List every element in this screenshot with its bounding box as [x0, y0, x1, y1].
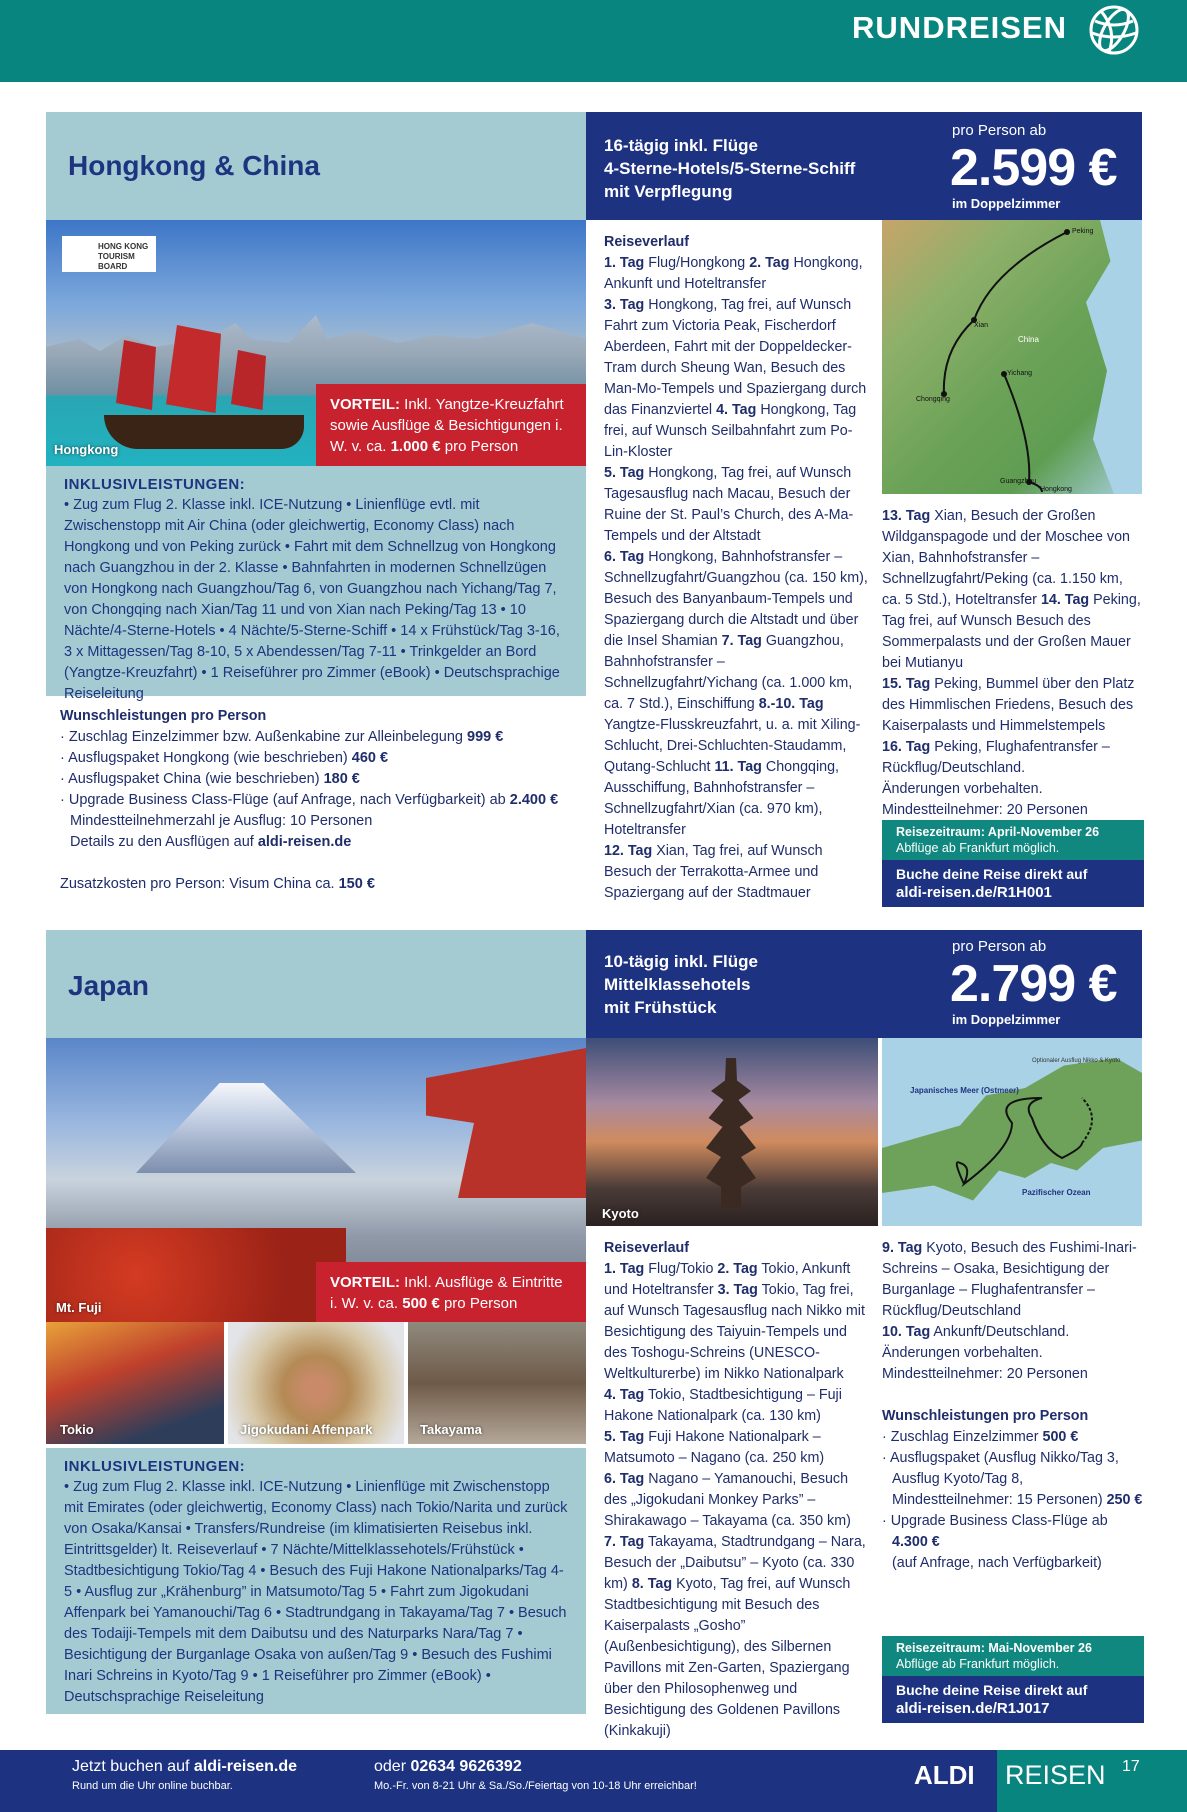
itinerary-day: 5. Tag Fuji Hakone Nationalpark – Matsumoto – Nagano (ca. 250 km) — [604, 1429, 825, 1466]
trip-title: Japan — [68, 970, 149, 1001]
pagoda-shape — [426, 1048, 586, 1198]
kyoto-photo: Kyoto — [586, 1038, 878, 1226]
itinerary-day: 1. Tag Flug/Hongkong — [604, 255, 746, 271]
takayama-photo: Takayama — [408, 1322, 586, 1444]
aldi-logo-text: ALDI — [914, 1760, 975, 1790]
itinerary-day: 10. Tag Ankunft/Deutschland. — [882, 1324, 1070, 1340]
trip-features: 16-tägig inkl. Flüge 4-Sterne-Hotels/5-Sterne-Schiff mit Verpflegung — [604, 136, 856, 201]
price-prefix: pro Person ab — [952, 938, 1047, 955]
itinerary-day: 3. Tag Hongkong, Tag frei, auf Wunsch Fahrt zum Victoria Peak, Fischerdorf Aberdeen, Fahrt mit der Doppeldecker-Tram durch Sheung Wan, Besuch des Man-Mo-Tempels und Spaziergang durch das Finanzviertel — [604, 297, 867, 418]
itinerary-day: 8.-10. Tag Yangtze-Flusskreuzfahrt, u. a. mit Xiling-Schlucht, Drei-Schluchten-Staudamm, Qutang-Schlucht — [604, 696, 861, 775]
route-line — [882, 220, 1142, 494]
aldi-reisen-link[interactable]: aldi-reisen.de — [257, 834, 352, 850]
extra-item: · Ausflugspaket Hongkong (wie beschrieben) 460 € — [60, 750, 389, 766]
itinerary-day: 6. Tag Nagano – Yamanouchi, Besuch des „Jigokudani Monkey Parks” – Shirakawago – Takayama (ca. 350 km) — [604, 1471, 851, 1529]
reisen-logo-text: REISEN — [1005, 1760, 1106, 1790]
inclusive-services — [46, 1448, 586, 1714]
price-suffix: im Doppelzimmer — [952, 196, 1061, 211]
footer-website-link[interactable]: aldi-reisen.de — [193, 1758, 298, 1775]
itinerary-day: 11. Tag Chongqing, Ausschiffung, Bahnhofstransfer – Schnellzugfahrt/Xian (ca. 970 km), Hoteltransfer — [604, 759, 840, 838]
inclusive-title: INKLUSIVLEISTUNGEN: — [64, 1458, 246, 1475]
optional-services: Wunschleistungen pro Person · Zuschlag Einzelzimmer bzw. Außenkabine zur Alleinbelegung 999 € · Ausflugspaket Hongkong (wie beschrieben) 460 € · Ausflugspaket China (wie beschrieben) 180 € · Upgrade Business Class-Flüge (auf Anfrage, nach Verfügbarkeit) ab 2.400 € Mindestteilnehmerzahl je Ausflug: 10 Personen Details zu den Ausflügen auf aldi-reisen.de Zusatzkosten pro Person: Visum China ca. 150 € — [60, 706, 580, 895]
itinerary-day: 7. Tag Takayama, Stadtrundgang – Nara, Besuch der „Daibutsu” – Kyoto (ca. 330 km) — [604, 1534, 866, 1592]
advantage-box: VORTEIL: Inkl. Ausflüge & Eintritte i. W. v. ca. 500 € pro Person — [316, 1262, 586, 1322]
itinerary-day: 4. Tag Hongkong, Tag frei, auf Wunsch Seilbahnfahrt zum Po-Lin-Kloster — [604, 402, 857, 460]
photo-label: Hongkong — [54, 442, 119, 457]
price-prefix: pro Person ab — [952, 122, 1047, 139]
itinerary-day: 2. Tag Tokio, Ankunft und Hoteltransfer — [604, 1261, 851, 1298]
section-header-bar — [0, 0, 1187, 82]
junk-sail — [166, 325, 221, 413]
trip-title: Hongkong & China — [68, 150, 320, 181]
china-route-map: Peking Xian China Yichang Chongqing Guangzhou Hongkong — [882, 220, 1142, 494]
itinerary-day: 13. Tag Xian, Besuch der Großen Wildganspagode und der Moschee von Xian, Bahnhofstransfer – Schnellzugfahrt/Peking (ca. 1.150 km, ca. 5 Std.), Hoteltransfer — [882, 508, 1130, 608]
price: 2.799 € — [950, 955, 1117, 1013]
pagoda-shape — [706, 1058, 756, 1208]
trip-title-band — [46, 930, 586, 1038]
itinerary-day: 1. Tag Flug/Tokio — [604, 1261, 714, 1277]
photo-label: Mt. Fuji — [56, 1300, 102, 1315]
footer: Jetzt buchen auf aldi-reisen.de Rund um die Uhr online buchbar. oder 02634 9626392 Mo.-Fr. von 8-21 Uhr & Sa./So./Feiertag von 10-18 Uhr erreichbar! ALDI REISEN 17 — [0, 1750, 1187, 1812]
junk-boat-hull — [104, 415, 304, 449]
booking-info: Reisezeitraum: April-November 26 Abflüge ab Frankfurt möglich. Buche deine Reise direkt auf aldi-reisen.de/R1H001 — [882, 820, 1144, 907]
itinerary-day: 5. Tag Hongkong, Tag frei, auf Wunsch Tagesausflug nach Macau, Besuch der Ruine der St. Paul’s Church, des A-Ma-Tempels und der Altstadt — [604, 465, 854, 544]
trip-summary-band — [586, 930, 1142, 1038]
extra-item: · Zuschlag Einzelzimmer 500 € — [882, 1429, 1079, 1445]
itinerary-day: 4. Tag Tokio, Stadtbesichtigung – Fuji Hakone Nationalpark (ca. 130 km) — [604, 1387, 842, 1424]
globe-icon — [1087, 3, 1141, 57]
footer-phone[interactable]: 02634 9626392 — [410, 1758, 522, 1775]
advantage-box: VORTEIL: Inkl. Yangtze-Kreuzfahrt sowie Ausflüge & Besichtigungen i. W. v. ca. 1.000 € pro Person — [316, 384, 586, 466]
trip-features: 10-tägig inkl. Flüge Mittelklassehotels mit Frühstück — [604, 952, 758, 1017]
japan-route-map: Japanisches Meer (Ostmeer) Optionaler Ausflug Nikko & Kyoto Pazifischer Ozean — [882, 1038, 1142, 1226]
itinerary-day: 14. Tag Peking, Tag frei, auf Wunsch Besuch des Sommerpalasts und der Großen Mauer bei Mutianyu — [882, 592, 1141, 671]
price: 2.599 € — [950, 139, 1117, 197]
itinerary-day: 15. Tag Peking, Bummel über den Platz des Himmlischen Friedens, Besuch des Kaiserpalasts und Himmelstempels — [882, 676, 1135, 734]
itinerary-day: 7. Tag Guangzhou, Bahnhofstransfer – Schnellzugfahrt/Yichang (ca. 1.000 km, ca. 7 Std.), Einschiffung — [604, 633, 853, 712]
itinerary-day: 2. Tag Hongkong, Ankunft und Hoteltransfer — [604, 255, 863, 292]
inclusive-services — [46, 466, 586, 702]
extra-item: · Ausflugspaket China (wie beschrieben) 180 € — [60, 771, 360, 787]
tokio-photo: Tokio — [46, 1322, 224, 1444]
itinerary-continued: 9. Tag Kyoto, Besuch des Fushimi-Inari-Schreins – Osaka, Besichtigung der Burganlage – Flughafentransfer – Rückflug/Deutschland 10. Tag Ankunft/Deutschland. Änderungen vorbehalten. Mindestteilnehmer: 20 Personen Wunschleistungen pro Person · Zuschlag Einzelzimmer 500 € · Ausflugspaket (Ausflug Nikko/Tag 3, Ausflug Kyoto/Tag 8, Mindestteilnehmer: 15 Personen) 250 € · Upgrade Business Class-Flüge ab 4.300 € (auf Anfrage, nach Verfügbarkeit) — [882, 1238, 1144, 1574]
fuji-mountain — [136, 1083, 356, 1173]
extra-item: · Upgrade Business Class-Flüge ab 4.300 € (auf Anfrage, nach Verfügbarkeit) — [882, 1513, 1108, 1571]
booking-info: Reisezeitraum: Mai-November 26 Abflüge ab Frankfurt möglich. Buche deine Reise direkt auf aldi-reisen.de/R1J017 — [882, 1636, 1144, 1723]
page-number: 17 — [1122, 1758, 1140, 1775]
itinerary-day: 8. Tag Kyoto, Tag frei, auf Wunsch Stadtbesichtigung mit Besuch des Kaiserpalasts „Gosho” (Außenbesichtigung), des Silbernen Pavillons mit Zen-Garten, Spaziergang über den Philosophenweg und Besichtigung des Goldenen Pavillons (Kinkakuji) — [604, 1576, 851, 1739]
section-title: RUNDREISEN — [852, 10, 1067, 45]
itinerary-day: 3. Tag Tokio, Tag frei, auf Wunsch Tagesausflug nach Nikko mit Besichtigung des Taiyuin-Tempels und des Toshogu-Schreins (UNESCO-Weltkulturerbe) im Nikko Nationalpark — [604, 1282, 865, 1382]
itinerary-day: 16. Tag Peking, Flughafentransfer – Rückflug/Deutschland. — [882, 739, 1110, 776]
itinerary-continued: 13. Tag Xian, Besuch der Großen Wildganspagode und der Moschee von Xian, Bahnhofstransfer – Schnellzugfahrt/Peking (ca. 1.150 km, ca. 5 Std.), Hoteltransfer 14. Tag Peking, Tag frei, auf Wunsch Besuch des Sommerpalasts und der Großen Mauer bei Mutianyu 15. Tag Peking, Bummel über den Platz des Himmlischen Friedens, Besuch des Kaiserpalasts und Himmelstempels 16. Tag Peking, Flughafentransfer – Rückflug/Deutschland. Änderungen vorbehalten. Mindestteilnehmer: 20 Personen — [882, 508, 1141, 818]
trip-summary-band — [586, 112, 1142, 220]
extra-item: · Zuschlag Einzelzimmer bzw. Außenkabine zur Alleinbelegung 999 € — [60, 729, 504, 745]
itinerary: Reiseverlauf 1. Tag Flug/Hongkong 2. Tag Hongkong, Ankunft und Hoteltransfer 3. Tag Hongkong, Tag frei, auf Wunsch Fahrt zum Victoria Peak, Fischerdorf Aberdeen, Fahrt mit der Doppeldecker-Tram durch Sheung Wan, Besuch des Man-Mo-Tempels und Spaziergang durch das Finanzviertel 4. Tag Hongkong, Tag frei, auf Wunsch Seilbahnfahrt zum Po-Lin-Kloster 5. Tag Hongkong, Tag frei, auf Wunsch Tagesausflug nach Macau, Besuch der Ruine der St. Paul’s Church, des A-Ma-Tempels und der Altstadt 6. Tag Hongkong, Bahnhofstransfer – Schnellzugfahrt/Guangzhou (ca. 150 km), Besuch des Banyanbaum-Tempels und Spaziergang durch die Altstadt und über die Insel Shamian 7. Tag Guangzhou, Bahnhofstransfer – Schnellzugfahrt/Yichang (ca. 1.000 km, ca. 7 Std.), Einschiffung 8.-10. Tag Yangtze-Flusskreuzfahrt, u. a. mit Xiling-Schlucht, Drei-Schluchten-Staudamm, Qutang-Schlucht 11. Tag Chongqing, Ausschiffung, Bahnhofstransfer – Schnellzugfahrt/Xian (ca. 970 km), Hoteltransfer 12. Tag Xian, Tag frei, auf Wunsch Besuch der Terrakotta-Armee und Spaziergang auf der Stadtmauer — [604, 234, 868, 901]
price-suffix: im Doppelzimmer — [952, 1012, 1061, 1027]
hk-tourism-logo: HONG KONG TOURISM BOARD — [62, 236, 156, 272]
itinerary-day: 6. Tag Hongkong, Bahnhofstransfer – Schnellzugfahrt/Guangzhou (ca. 150 km), Besuch des Banyanbaum-Tempels und Spaziergang durch die Altstadt und über die Insel Shamian — [604, 549, 868, 649]
itinerary: Reiseverlauf 1. Tag Flug/Tokio 2. Tag Tokio, Ankunft und Hoteltransfer 3. Tag Tokio, Tag frei, auf Wunsch Tagesausflug nach Nikko mit Besichtigung des Taiyuin-Tempels und des Toshogu-Schreins (UNESCO-Weltkulturerbe) im Nikko Nationalpark 4. Tag Tokio, Stadtbesichtigung – Fuji Hakone Nationalpark (ca. 130 km) 5. Tag Fuji Hakone Nationalpark – Matsumoto – Nagano (ca. 250 km) 6. Tag Nagano – Yamanouchi, Besuch des „Jigokudani Monkey Parks” – Shirakawago – Takayama (ca. 350 km) 7. Tag Takayama, Stadtrundgang – Nara, Besuch der „Daibutsu” – Kyoto (ca. 330 km) 8. Tag Kyoto, Tag frei, auf Wunsch Stadtbesichtigung mit Besuch des Kaiserpalasts „Gosho” (Außenbesichtigung), des Silbernen Pavillons mit Zen-Garten, Spaziergang über den Philosophenweg und Besichtigung des Goldenen Pavillons (Kinkakuji) — [604, 1240, 866, 1739]
itinerary-day: 9. Tag Kyoto, Besuch des Fushimi-Inari-Schreins – Osaka, Besichtigung der Burganlage – Flughafentransfer – Rückflug/Deutschland — [882, 1240, 1137, 1319]
itinerary-day: 12. Tag Xian, Tag frei, auf Wunsch Besuch der Terrakotta-Armee und Spaziergang auf der Stadtmauer — [604, 843, 823, 901]
booking-link[interactable]: Buche deine Reise direkt auf aldi-reisen.de/R1H001 — [882, 860, 1144, 907]
trip-title-band — [46, 112, 586, 220]
extra-item: · Ausflugspaket (Ausflug Nikko/Tag 3, Ausflug Kyoto/Tag 8, Mindestteilnehmer: 15 Personen) 250 € — [882, 1450, 1143, 1508]
additional-costs: Zusatzkosten pro Person: Visum China ca. 150 € — [60, 876, 375, 892]
booking-link[interactable]: Buche deine Reise direkt auf aldi-reisen.de/R1J017 — [882, 1676, 1144, 1723]
inclusive-title: INKLUSIVLEISTUNGEN: — [64, 476, 246, 493]
extra-item: · Upgrade Business Class-Flüge (auf Anfrage, nach Verfügbarkeit) ab 2.400 € — [60, 792, 559, 808]
affenpark-photo: Jigokudani Affenpark — [228, 1322, 404, 1444]
inclusive-text: • Zug zum Flug 2. Klasse inkl. ICE-Nutzung • Linienflüge mit Zwischenstopp mit Emirates (oder gleichwertig, Economy Class) nach Tokio/Narita und zurück von Osaka/Kansai • Transfers/Rundreise (im klimatisierten Reisebus inkl. Eintrittsgelder) lt. Reiseverlauf • 7 Nächte/Mittelklassehotels/Frühstück • Stadtbesichtigung Tokio/Tag 4 • Besuch des Fuji Hakone Nationalparks/Tag 4-5 • Ausflug zur „Krähenburg” in Matsumoto/Tag 5 • Fahrt zum Jigokudani Affenpark bei Yamanouchi/Tag 6 • Stadtrundgang in Takayama/Tag 7 • Besuch des Todaiji-Tempels mit dem Daibutsu und des Naturparks Nara/Tag 7 • Besichtigung der Burganlage Osaka von außen/Tag 9 • Besuch des Fushimi Inari Schreins in Kyoto/Tag 9 • 1 Reiseführer pro Zimmer (eBook) • Deutschsprachige Reiseleitung — [64, 1479, 568, 1705]
inclusive-text: • Zug zum Flug 2. Klasse inkl. ICE-Nutzung • Linienflüge evtl. mit Zwischenstopp mit Air China (oder gleichwertig, Economy Class) nach Hongkong und von Peking zurück • Fahrt mit dem Schnellzug von Hongkong nach Guangzhou in der 2. Klasse • Bahnfahrten in modernen Schnellzügen von Hongkong nach Guangzhou/Tag 6, von Guangzhou nach Yichang/Tag 7, von Chongqing nach Xian/Tag 11 und von Xian nach Peking/Tag 13 • 10 Nächte/4-Sterne-Hotels • 4 Nächte/5-Sterne-Schiff • 14 x Frühstück/Tag 3-16, 3 x Mittagessen/Tag 8-10, 5 x Abendessen/Tag 7-11 • Trinkgelder an Bord (Yangtze-Kreuzfahrt) • 1 Reiseführer pro Zimmer (eBook) • Deutschsprachige Reiseleitung — [64, 497, 560, 702]
route-line — [882, 1038, 1142, 1226]
